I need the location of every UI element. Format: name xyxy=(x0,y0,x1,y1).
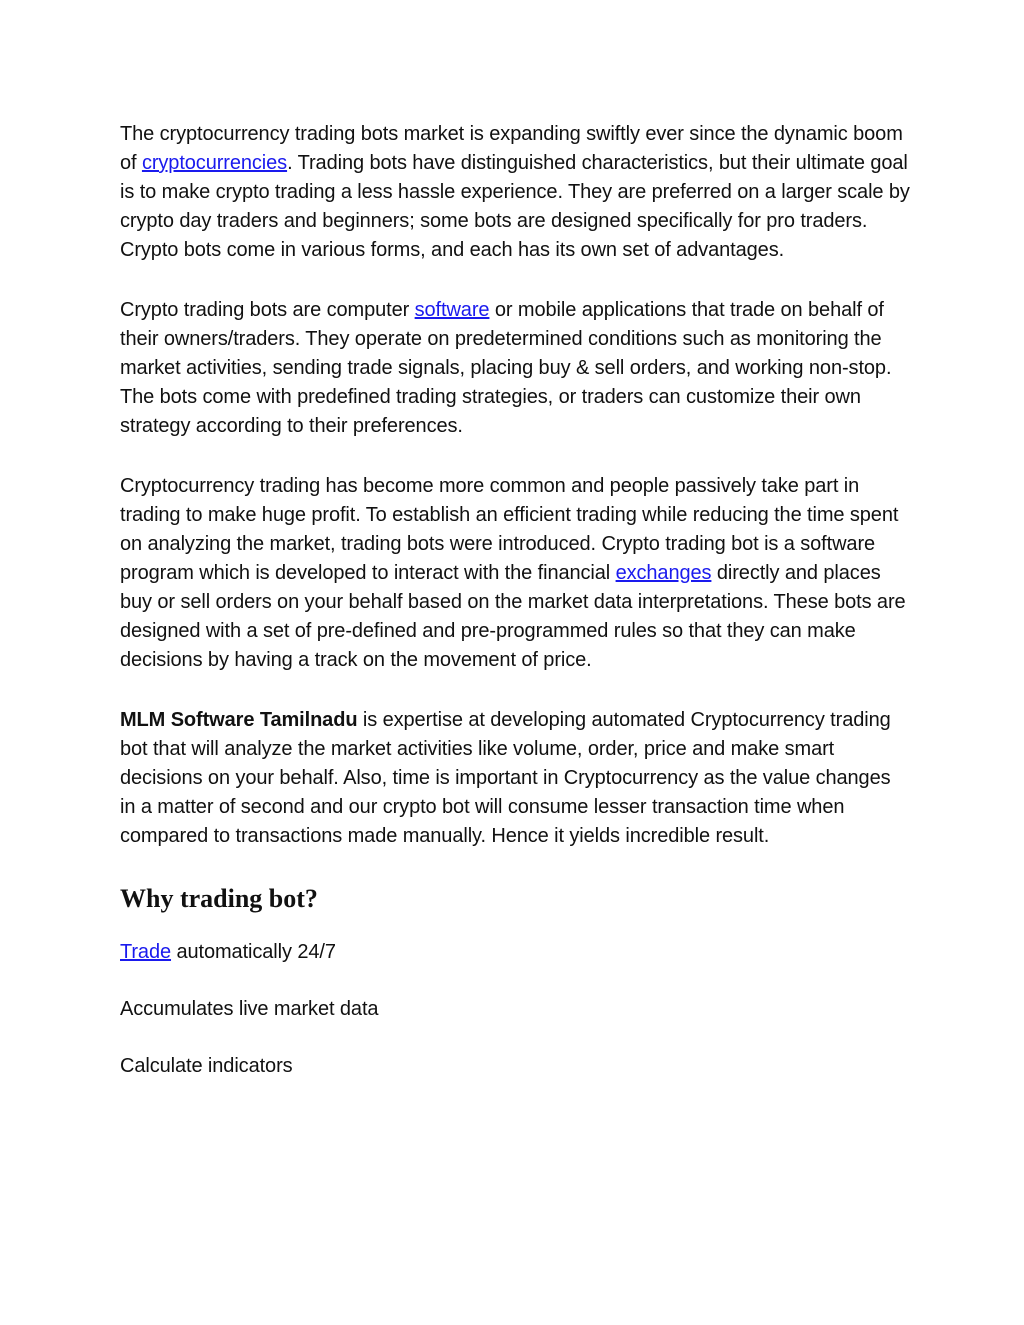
cryptocurrencies-link[interactable]: cryptocurrencies xyxy=(141,152,288,174)
document-page xyxy=(120,120,910,1109)
explanation-paragraph xyxy=(120,472,910,675)
section-heading: Why trading bot? xyxy=(120,884,318,913)
explanation-text-end: directly and places buy or sell orders on your behalf based on the market data interpretations. These bots are designed with a set of pre-defined and pre-programmed rules so that they can make decisions by having a track on the movement of price. xyxy=(120,562,906,671)
list-item-indicators: Calculate indicators xyxy=(120,1055,293,1077)
explanation-text-start: Cryptocurrency trading has become more common and people passively take part in trading to make huge profit. To establish an efficient trading while reducing the time spent on analyzing the market, trading bots were introduced. Crypto trading bot is a software program which is developed to interact with the financial xyxy=(120,475,899,584)
intro-paragraph xyxy=(120,120,910,265)
exchanges-link[interactable]: exchanges xyxy=(615,562,712,584)
intro-text-end: . Trading bots have distinguished characteristics, but their ultimate goal is to make crypto trading a less hassle experience. They are preferred on a larger scale by crypto day traders and beginners; some bots are designed specifically for pro traders. Crypto bots come in various forms, and each has its own set of advantages. xyxy=(120,152,910,261)
intro-text-start: The cryptocurrency trading bots market is expanding swiftly ever since the dynamic boom of xyxy=(120,123,903,174)
definition-paragraph xyxy=(120,296,910,441)
company-paragraph xyxy=(120,706,910,851)
list-item-market-data: Accumulates live market data xyxy=(120,998,379,1020)
definition-text-start: Crypto trading bots are computer xyxy=(120,299,415,321)
company-name: MLM Software Tamilnadu xyxy=(120,709,358,731)
list-item-trade-text: automatically 24/7 xyxy=(171,941,336,963)
company-text: is expertise at developing automated Cryptocurrency trading bot that will analyze the market activities like volume, order, price and make smart decisions on your behalf. Also, time is important in Cryptocurrency as the value changes in a matter of second and our crypto bot will consume lesser transaction time when compared to transactions made manually. Hence it yields incredible result. xyxy=(120,709,891,847)
software-link[interactable]: software xyxy=(414,299,490,321)
list-item-trade xyxy=(120,938,910,967)
trade-link[interactable]: Trade xyxy=(120,941,172,963)
definition-text-end: or mobile applications that trade on behalf of their owners/traders. They operate on predetermined conditions such as monitoring the market activities, sending trade signals, placing buy & sell orders, and working non-stop. The bots come with predefined trading strategies, or traders can customize their own strategy according to their preferences. xyxy=(120,299,892,437)
